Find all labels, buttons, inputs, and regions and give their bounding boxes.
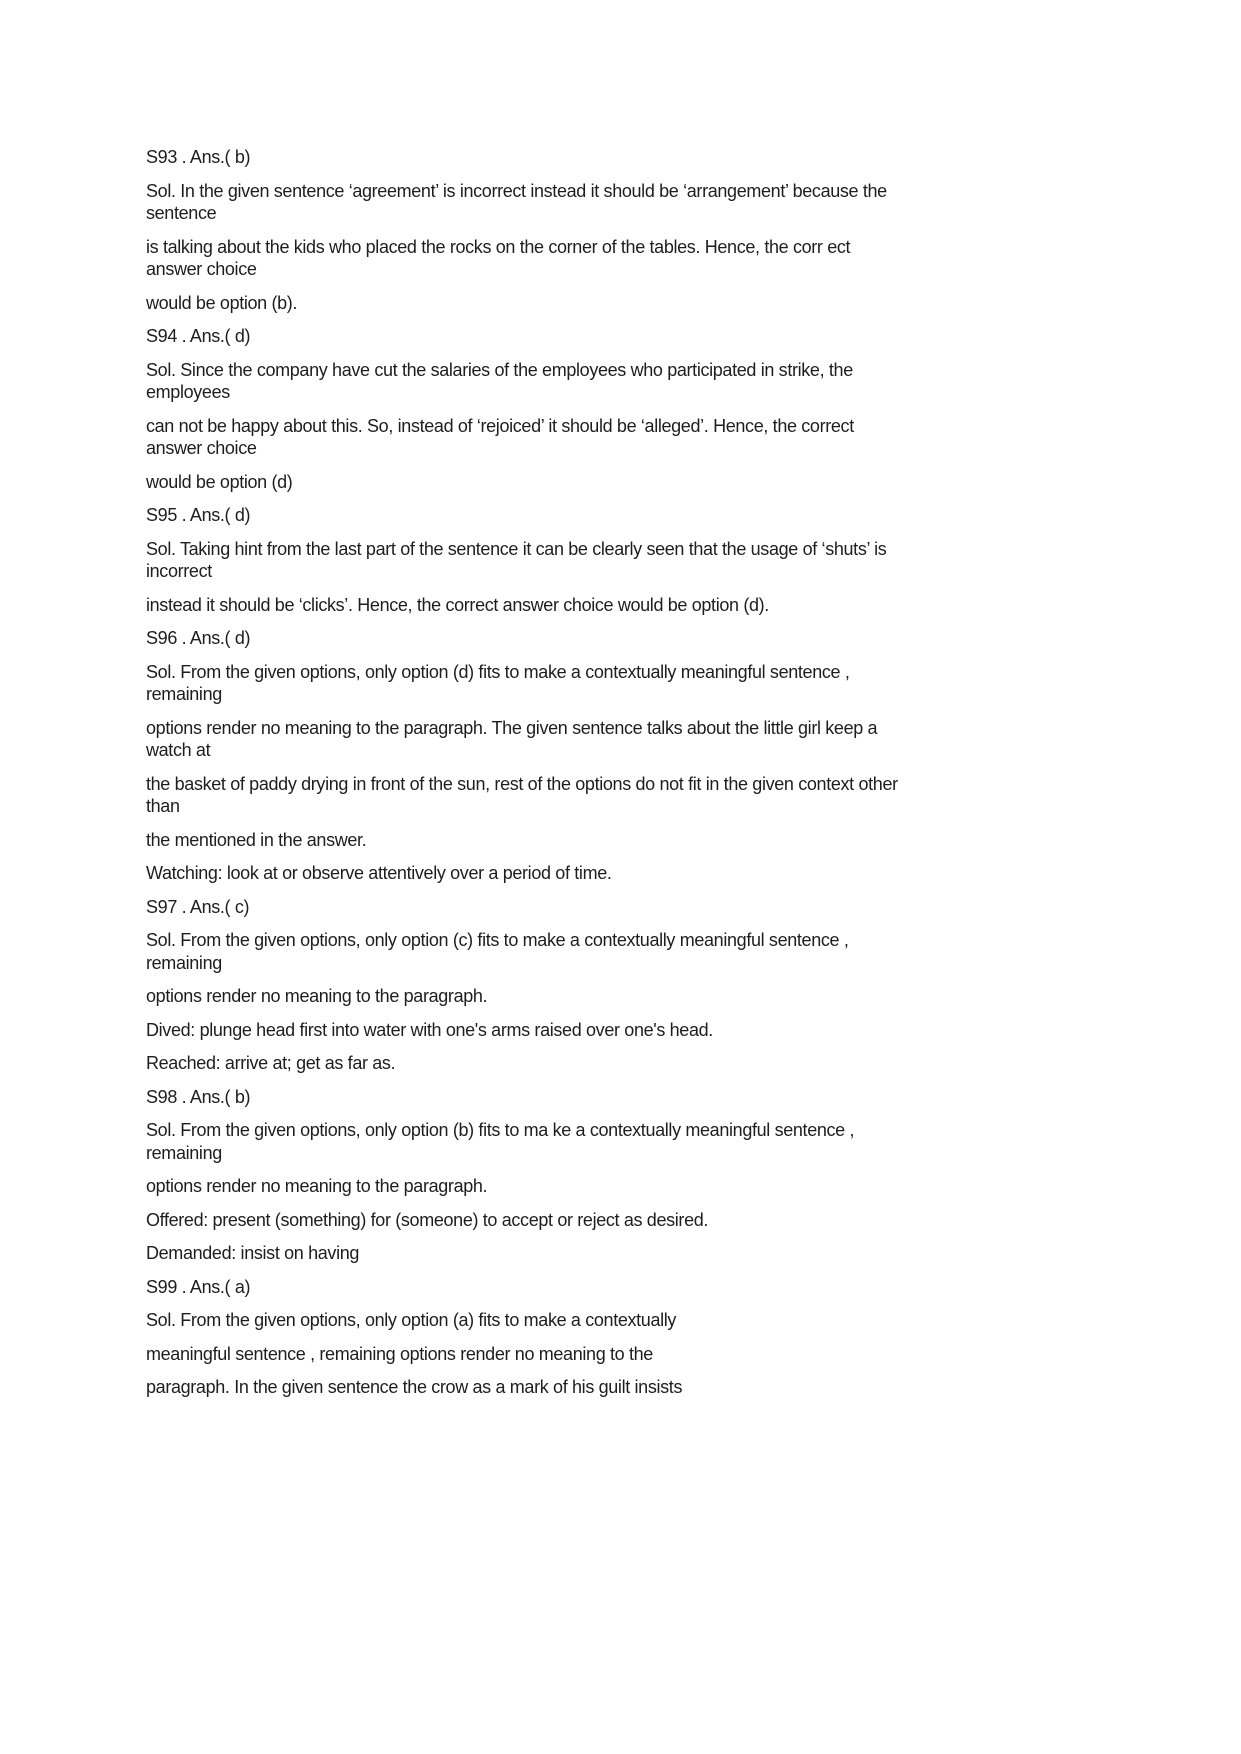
answer-heading [146, 1086, 1086, 1109]
text-line: S99 . Ans.( a) [146, 1276, 251, 1297]
solution-paragraph [146, 292, 1086, 315]
text-line: options render no meaning to the paragraph. [146, 1176, 488, 1196]
solution-paragraph [146, 415, 1086, 460]
answer-heading [146, 146, 1086, 169]
text-line: would be option (b). [146, 292, 298, 313]
answer-heading [146, 627, 1086, 650]
solution-paragraph [146, 180, 1086, 225]
text-line: Reached: arrive at; get as far as. [146, 1053, 396, 1073]
text-line: can not be happy about this. So, instead of ‘rejoiced’ it should be ‘alleged’. Hence, the correct [146, 415, 854, 436]
text-line: S95 . Ans.( d) [146, 505, 251, 525]
solution-paragraph [146, 661, 1086, 706]
definition-line [146, 1242, 1086, 1265]
text-line: Sol. Since the company have cut the salaries of the employees who participated in strike, the [146, 359, 853, 380]
text-line: instead it should be ‘clicks’. Hence, the correct answer choice would be option (d). [146, 594, 769, 615]
text-line: Sol. In the given sentence ‘agreement’ is incorrect instead it should be ‘arrangement’ because the [146, 180, 887, 201]
solution-paragraph [146, 773, 1086, 818]
text-line: is talking about the kids who placed the rocks on the corner of the tables. Hence, the corr ect [146, 236, 851, 257]
solution-paragraph [146, 359, 1086, 404]
solution-paragraph [146, 594, 1086, 617]
text-line: Offered: present (something) for (someone) to accept or reject as desired. [146, 1209, 709, 1230]
solution-paragraph [146, 829, 1086, 852]
answer-heading [146, 325, 1086, 348]
text-line: Sol. Taking hint from the last part of the sentence it can be clearly seen that the usage of ‘shuts’ is [146, 538, 887, 559]
text-line: S93 . Ans.( b) [146, 147, 251, 167]
solution-paragraph [146, 1343, 1086, 1366]
answer-heading [146, 504, 1086, 527]
solution-paragraph [146, 236, 1086, 281]
text-line: than [146, 796, 180, 816]
solution-paragraph [146, 985, 1086, 1008]
solution-paragraph [146, 929, 1086, 974]
text-line: S96 . Ans.( d) [146, 628, 251, 648]
text-line: Dived: plunge head first into water with one's arms raised over one's head. [146, 1019, 713, 1040]
document-page [146, 146, 1086, 1410]
text-line: remaining [146, 684, 222, 704]
text-line: answer choice [146, 259, 257, 279]
text-line: meaningful sentence , remaining options render no meaning to the [146, 1343, 653, 1364]
solution-paragraph [146, 538, 1086, 583]
solution-paragraph [146, 1309, 1086, 1332]
text-line: employees [146, 382, 230, 402]
definition-line [146, 862, 1086, 885]
text-line: Sol. From the given options, only option (b) fits to ma ke a contextually meaningful sentence , [146, 1120, 855, 1140]
text-line: paragraph. In the given sentence the crow as a mark of his guilt insists [146, 1377, 683, 1397]
text-line: options render no meaning to the paragraph. [146, 986, 488, 1006]
solution-paragraph [146, 1376, 1086, 1399]
text-line: Sol. From the given options, only option (a) fits to make a contextually [146, 1310, 677, 1330]
solution-paragraph [146, 717, 1086, 762]
text-line: sentence [146, 203, 217, 223]
definition-line [146, 1052, 1086, 1075]
solution-paragraph [146, 471, 1086, 494]
text-line: S98 . Ans.( b) [146, 1086, 251, 1107]
text-line: remaining [146, 952, 222, 973]
text-line: the basket of paddy drying in front of the sun, rest of the options do not fit in the given context other [146, 773, 898, 794]
text-line: S97 . Ans.( c) [146, 896, 250, 917]
answer-heading [146, 1276, 1086, 1299]
text-line: answer choice [146, 438, 257, 458]
solution-paragraph [146, 1119, 1086, 1164]
text-line: Sol. From the given options, only option (c) fits to make a contextually meaningful sentence , [146, 930, 849, 950]
text-line: Demanded: insist on having [146, 1243, 360, 1263]
text-line: Sol. From the given options, only option (d) fits to make a contextually meaningful sentence , [146, 661, 850, 682]
text-line: remaining [146, 1142, 222, 1163]
answer-heading [146, 896, 1086, 919]
text-line: would be option (d) [146, 471, 293, 492]
text-line: the mentioned in the answer. [146, 829, 367, 850]
text-line: S94 . Ans.( d) [146, 326, 251, 346]
solution-paragraph [146, 1175, 1086, 1198]
definition-line [146, 1209, 1086, 1232]
text-line: incorrect [146, 561, 212, 581]
text-line: Watching: look at or observe attentively over a period of time. [146, 863, 612, 883]
text-line: watch at [146, 740, 211, 760]
text-line: options render no meaning to the paragraph. The given sentence talks about the little girl keep a [146, 717, 878, 738]
definition-line [146, 1019, 1086, 1042]
